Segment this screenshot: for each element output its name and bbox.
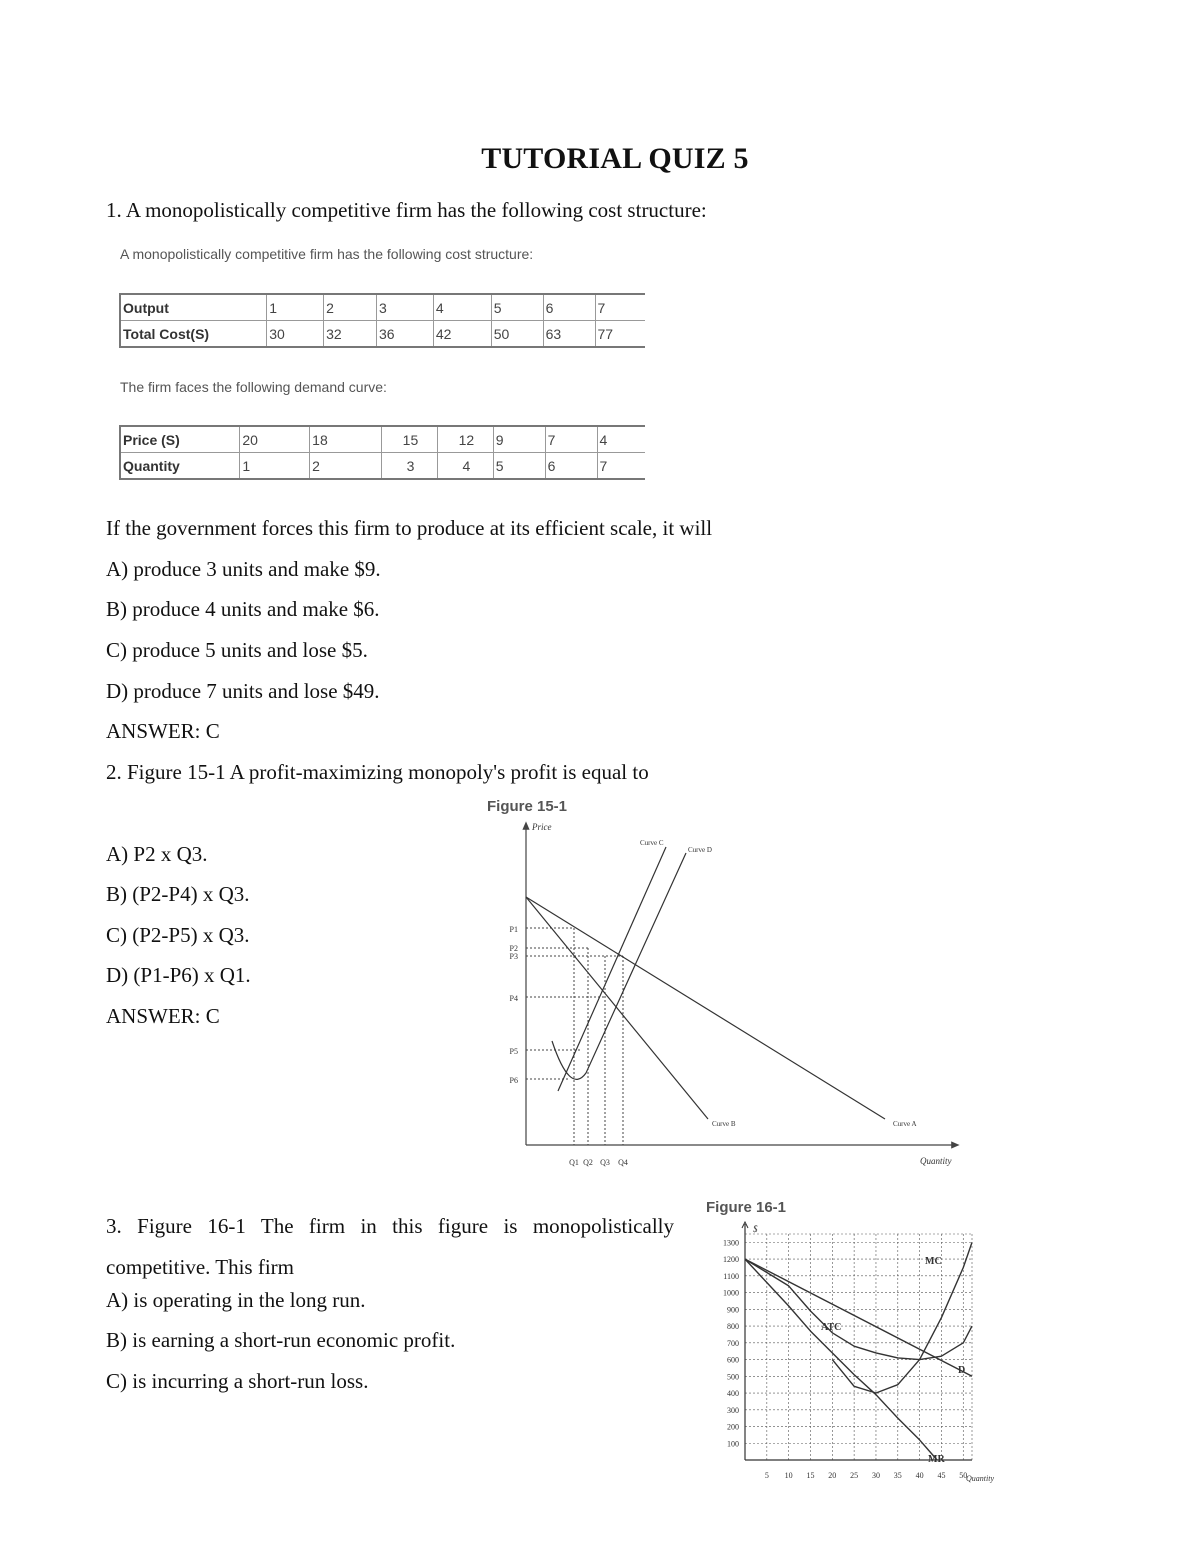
y-axis-label: $ <box>753 1224 758 1234</box>
table-cell: 7 <box>545 426 597 453</box>
p2-label: P2 <box>509 944 518 953</box>
x-tick-label: 50 <box>959 1471 968 1480</box>
x-tick-label: 45 <box>937 1471 946 1480</box>
table-cell: 5 <box>491 294 543 321</box>
q3-option-b: B) is earning a short-run economic profit. <box>106 1328 456 1352</box>
y-tick-label: 1300 <box>723 1238 739 1248</box>
guide-lines <box>526 928 623 1145</box>
table-cell: 5 <box>493 453 545 480</box>
q1-question: If the government forces this firm to produce at its efficient scale, it will <box>106 516 713 540</box>
table-cell: 1 <box>267 294 324 321</box>
q4-label: Q4 <box>618 1158 628 1167</box>
q1-option-a: A) produce 3 units and make $9. <box>106 557 381 581</box>
y-tick-label: 1200 <box>723 1255 739 1265</box>
q3-label: Q3 <box>600 1158 610 1167</box>
table-cell: 3 <box>376 294 433 321</box>
table-row <box>120 426 645 453</box>
q1-option-b: B) produce 4 units and make $6. <box>106 597 380 621</box>
row-label: Output <box>120 294 267 321</box>
row-label: Price (S) <box>120 426 240 453</box>
q2-label: Q2 <box>583 1158 593 1167</box>
p3-label: P3 <box>509 952 518 961</box>
curve-b-line <box>526 897 708 1119</box>
q2-prompt: 2. Figure 15-1 A profit-maximizing monopoly's profit is equal to <box>106 760 649 784</box>
table-cell: 4 <box>597 426 645 453</box>
y-tick-label: 1000 <box>723 1288 739 1298</box>
x-tick-label: 35 <box>893 1471 902 1480</box>
table-cell: 36 <box>376 321 433 348</box>
row-label: Quantity <box>120 453 240 480</box>
table-cell: 20 <box>240 426 310 453</box>
p6-label: P6 <box>509 1076 518 1085</box>
table-cell: 32 <box>324 321 377 348</box>
y-tick-label: 800 <box>727 1322 739 1332</box>
y-tick-label: 1100 <box>723 1271 739 1281</box>
y-axis-label: Price <box>532 822 552 832</box>
y-tick-label: 300 <box>727 1405 739 1415</box>
x-axis-label: Quantity <box>920 1156 952 1166</box>
q3-prompt <box>106 1206 674 1288</box>
figure-15-1-title: Figure 15-1 <box>487 798 568 815</box>
table-cell: 4 <box>433 294 491 321</box>
curves <box>745 1242 972 1460</box>
table-cell: 4 <box>437 453 493 480</box>
demand-table <box>119 425 645 480</box>
y-tick-label: 400 <box>727 1389 739 1399</box>
y-tick-label: 200 <box>727 1422 739 1432</box>
page-title: TUTORIAL QUIZ 5 <box>481 142 749 175</box>
q2-option-a: A) P2 x Q3. <box>106 842 208 866</box>
table-cell: 50 <box>491 321 543 348</box>
q3-option-a: A) is operating in the long run. <box>106 1288 366 1312</box>
curve-a-label: Curve A <box>893 1120 917 1128</box>
atc-label: ATC <box>821 1322 842 1333</box>
y-tick-label: 100 <box>727 1439 739 1449</box>
table-cell: 12 <box>437 426 493 453</box>
q1-answer: ANSWER: C <box>106 719 220 743</box>
q1-option-c: C) produce 5 units and lose $5. <box>106 638 368 662</box>
table-cell: 9 <box>493 426 545 453</box>
curve-a-line <box>526 897 885 1119</box>
y-tick-label: 600 <box>727 1355 739 1365</box>
d-label: D <box>958 1365 966 1376</box>
figure-15-1-chart <box>490 815 970 1175</box>
p5-label: P5 <box>509 1047 518 1056</box>
p1-label: P1 <box>509 925 518 934</box>
q1-option-d: D) produce 7 units and lose $49. <box>106 679 380 703</box>
x-tick-label: 20 <box>828 1471 837 1480</box>
table-cell: 2 <box>324 294 377 321</box>
table-cell: 77 <box>595 321 645 348</box>
q1-intro: A monopolistically competitive firm has the following cost structure: <box>120 246 534 262</box>
curve-d-label: Curve D <box>688 846 712 854</box>
curve-b-label: Curve B <box>712 1120 736 1128</box>
table-cell: 3 <box>382 453 438 480</box>
curve-d-line <box>552 853 686 1079</box>
mc-label: MC <box>925 1256 942 1267</box>
table-cell: 7 <box>595 294 645 321</box>
cost-table <box>119 293 645 348</box>
q2-option-b: B) (P2-P4) x Q3. <box>106 882 250 906</box>
curve-c-label: Curve C <box>640 839 664 847</box>
y-tick-label: 700 <box>727 1338 739 1348</box>
q2-option-c: C) (P2-P5) x Q3. <box>106 923 250 947</box>
q2-option-d: D) (P1-P6) x Q1. <box>106 963 251 987</box>
q1-prompt: 1. A monopolistically competitive firm has the following cost structure: <box>106 198 707 222</box>
x-tick-label: 5 <box>764 1471 769 1480</box>
q1-label: Q1 <box>569 1158 579 1167</box>
demand-intro: The firm faces the following demand curve: <box>120 379 387 395</box>
table-cell: 63 <box>543 321 595 348</box>
table-row <box>120 453 645 480</box>
series-mc-line <box>832 1242 972 1393</box>
table-row <box>120 294 645 321</box>
figure-16-1-title: Figure 16-1 <box>706 1199 787 1216</box>
x-tick-label: 40 <box>915 1471 924 1480</box>
table-cell: 42 <box>433 321 491 348</box>
table-cell: 6 <box>545 453 597 480</box>
x-tick-label: 25 <box>850 1471 859 1480</box>
q2-answer: ANSWER: C <box>106 1004 220 1028</box>
table-cell: 7 <box>597 453 645 480</box>
table-cell: 2 <box>310 453 382 480</box>
table-cell: 15 <box>382 426 438 453</box>
p4-label: P4 <box>509 994 518 1003</box>
table-row <box>120 321 645 348</box>
q3-option-c: C) is incurring a short-run loss. <box>106 1369 369 1393</box>
x-axis-label: Quantity <box>966 1474 994 1483</box>
table-cell: 18 <box>310 426 382 453</box>
y-tick-label: 500 <box>727 1372 739 1382</box>
figure-16-1-chart <box>700 1216 1010 1490</box>
mr-label: MR <box>928 1454 945 1465</box>
x-tick-label: 15 <box>806 1471 815 1480</box>
y-tick-label: 900 <box>727 1305 739 1315</box>
x-tick-label: 10 <box>784 1471 793 1480</box>
row-label: Total Cost(S) <box>120 321 267 348</box>
series-d-line <box>745 1259 972 1376</box>
table-cell: 6 <box>543 294 595 321</box>
table-cell: 1 <box>240 453 310 480</box>
q3-prompt-text: 3. Figure 16-1 The firm in this figure is monopolistically competitive. This firm <box>106 1214 674 1279</box>
x-tick-label: 30 <box>871 1471 880 1480</box>
table-cell: 30 <box>267 321 324 348</box>
